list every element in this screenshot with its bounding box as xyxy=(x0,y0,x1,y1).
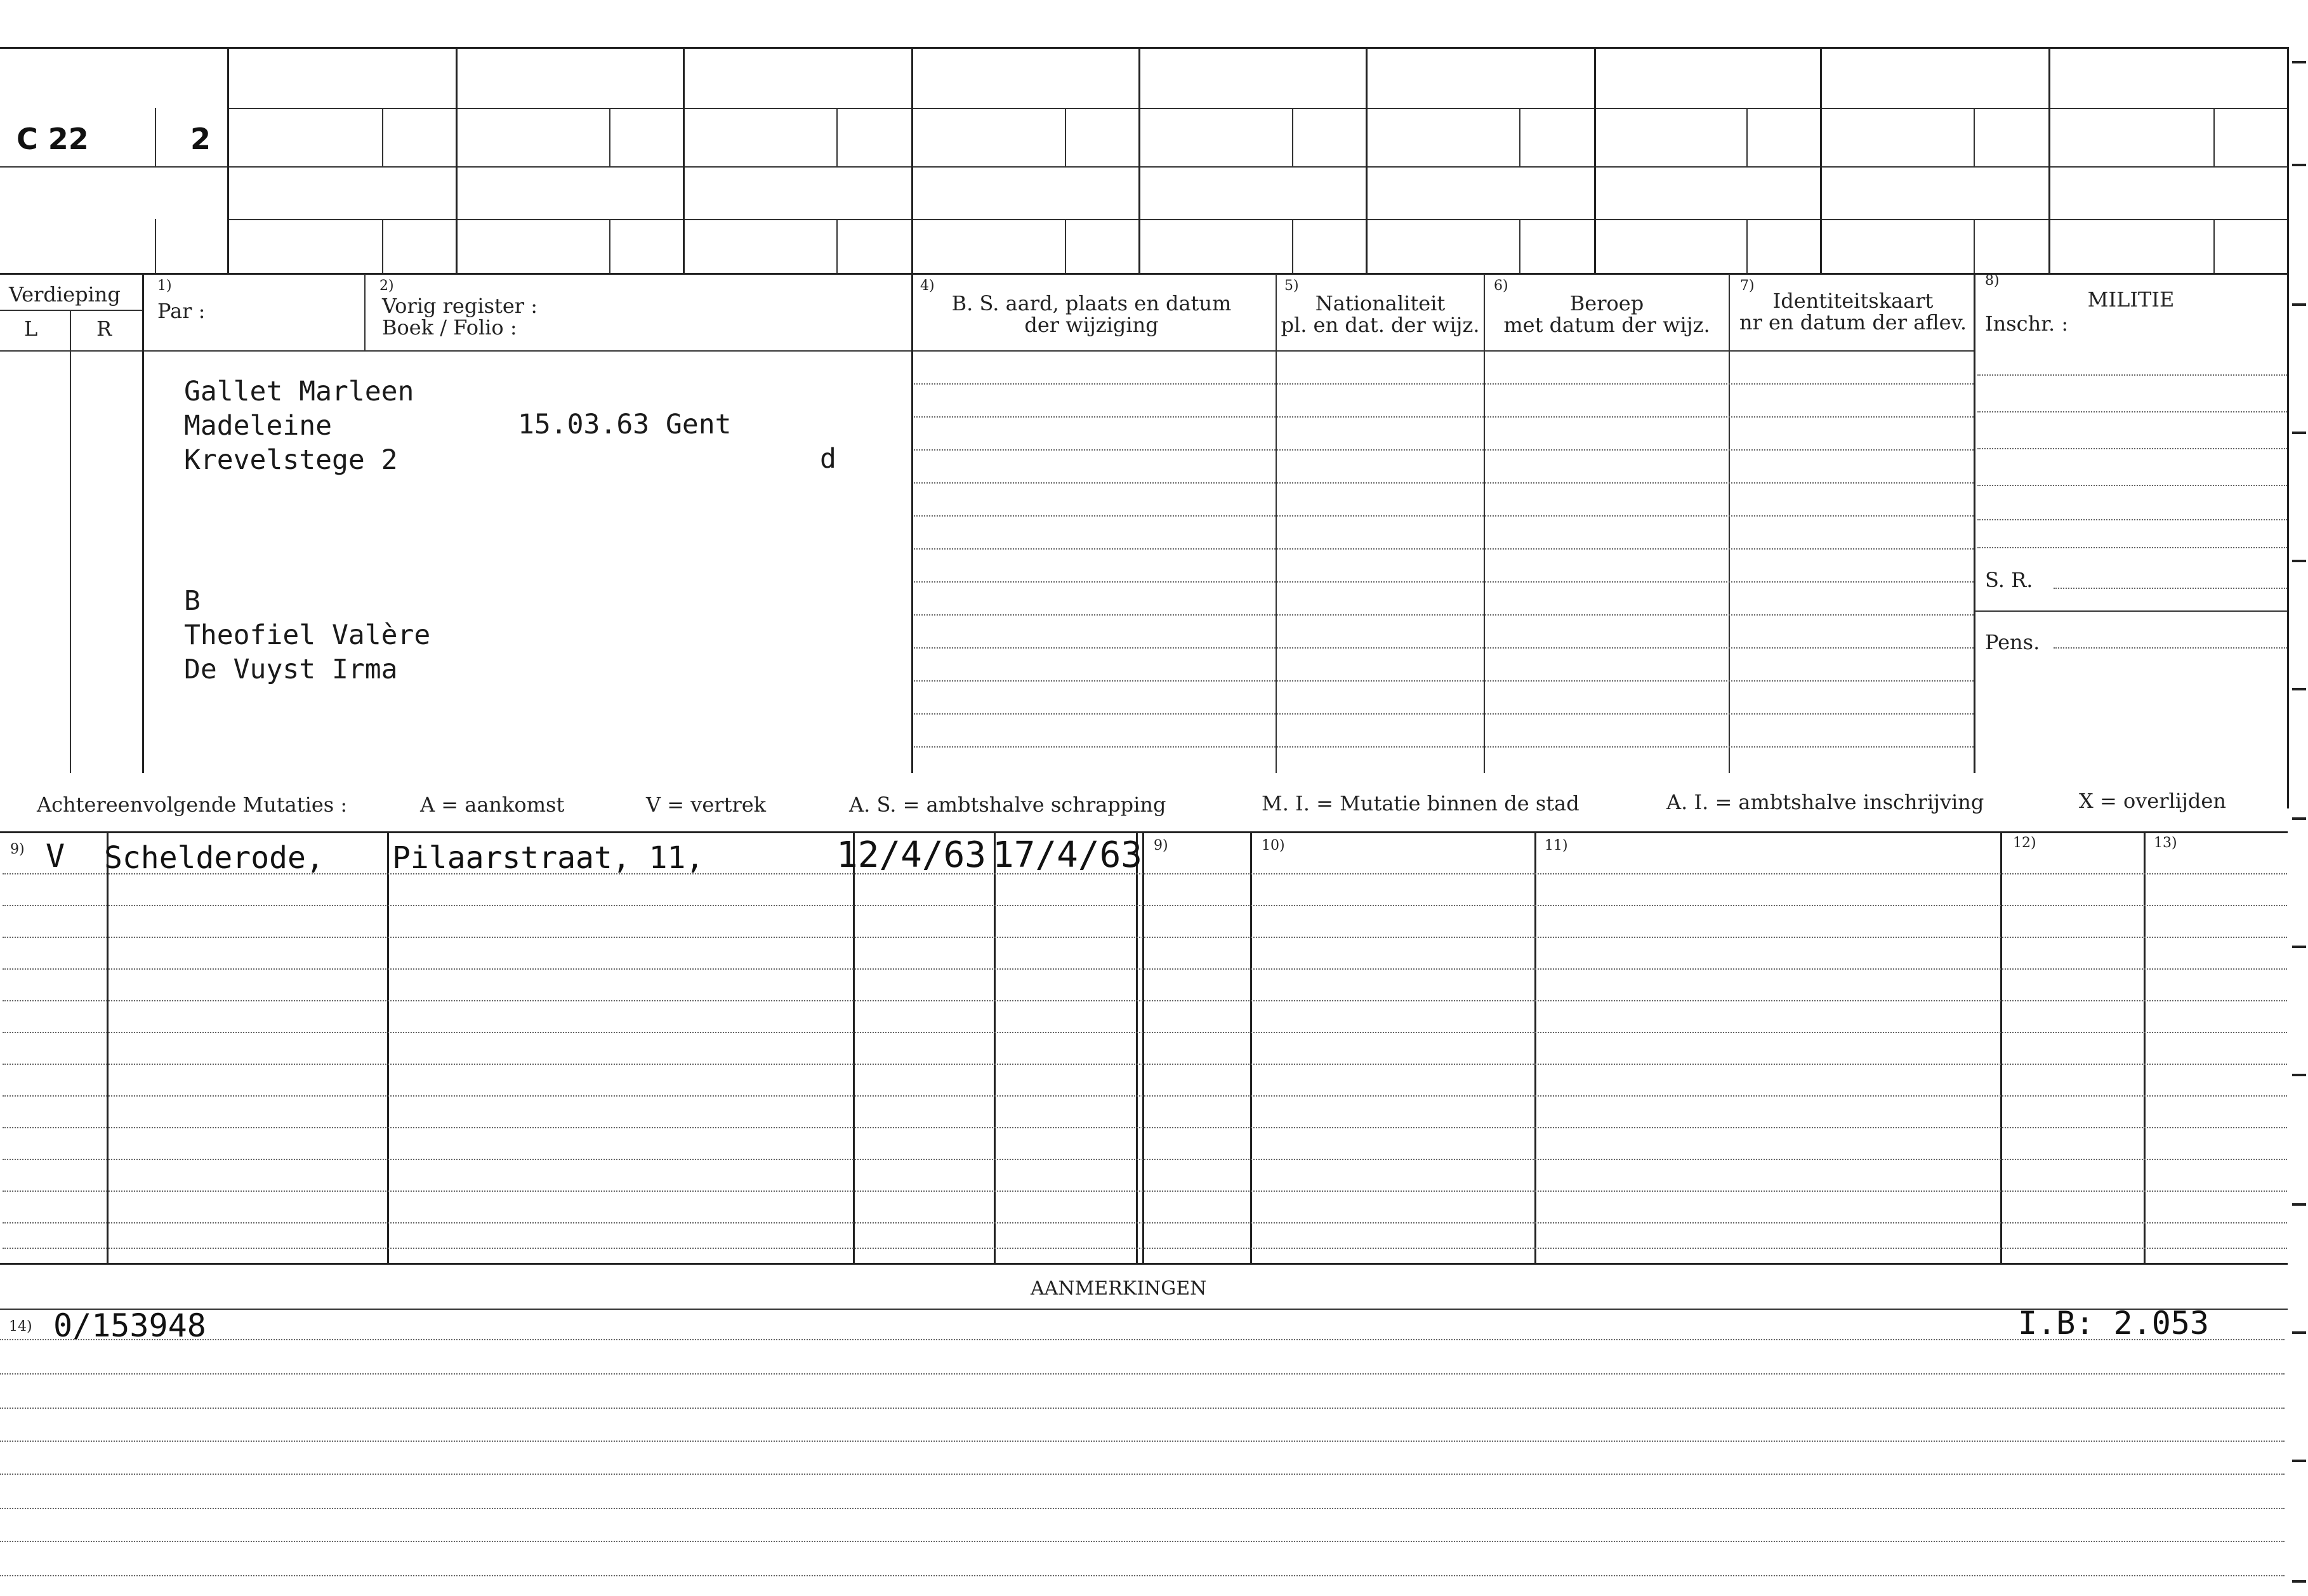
mutation-type: V xyxy=(46,838,65,874)
mut-col9-left: 9) xyxy=(10,841,25,857)
bs-aard-label: B. S. aard, plaats en datum xyxy=(951,291,1232,315)
remarks-ib: I.B: 2.053 xyxy=(2018,1305,2210,1342)
par-label: Par : xyxy=(157,299,206,323)
mutation-place: Schelderode, xyxy=(104,840,324,876)
mother-name: De Vuyst Irma xyxy=(184,654,398,685)
verdieping-label: Verdieping xyxy=(9,282,121,307)
remarks-reference: 0/153948 xyxy=(53,1307,206,1344)
floor-right-label: R xyxy=(96,317,112,341)
remarks-number: 14) xyxy=(9,1319,32,1335)
mut-col13-right: 13) xyxy=(2154,835,2177,851)
legend-departure: V = vertrek xyxy=(646,793,767,817)
pens-label: Pens. xyxy=(1985,630,2040,654)
sr-label: S. R. xyxy=(1985,568,2033,592)
vorig-register-label: Vorig register : xyxy=(382,294,538,318)
col2-number: 2) xyxy=(379,278,394,294)
identiteitskaart-sub-label: nr en datum der aflev. xyxy=(1739,310,1967,334)
legend-internal-mutation: M. I. = Mutatie binnen de stad xyxy=(1262,791,1579,815)
col8-number: 8) xyxy=(1985,273,2000,289)
register-number: 2 xyxy=(190,122,211,156)
col4-number: 4) xyxy=(920,278,935,294)
col5-number: 5) xyxy=(1284,278,1299,294)
person-name: Gallet Marleen xyxy=(184,376,414,407)
col6-number: 6) xyxy=(1494,278,1508,294)
legend-death: X = overlijden xyxy=(2079,789,2226,813)
nationaliteit-sub-label: pl. en dat. der wijz. xyxy=(1281,313,1480,337)
col7-number: 7) xyxy=(1740,278,1755,294)
mut-col10-right: 10) xyxy=(1262,838,1285,854)
nationaliteit-label: Nationaliteit xyxy=(1315,291,1446,315)
register-code: C 22 xyxy=(16,122,89,156)
birth-date-place: 15.03.63 Gent xyxy=(518,409,732,440)
col1-number: 1) xyxy=(157,278,172,294)
legend-title: Achtereenvolgende Mutaties : xyxy=(37,793,348,817)
person-second-name: Madeleine xyxy=(184,410,332,442)
legend-ambtshalve-schrapping: A. S. = ambtshalve schrapping xyxy=(849,793,1166,817)
person-letter: B xyxy=(184,585,201,617)
mutation-street: Pilaarstraat, 11, xyxy=(392,840,704,876)
father-name: Theofiel Valère xyxy=(184,619,431,651)
status-mark: d xyxy=(820,443,836,475)
mut-col12-right: 12) xyxy=(2013,835,2036,851)
inschr-label: Inschr. : xyxy=(1985,312,2069,336)
identiteitskaart-label: Identiteitskaart xyxy=(1772,289,1934,313)
beroep-sub-label: met datum der wijz. xyxy=(1503,313,1710,337)
legend-ambtshalve-inschrijving: A. I. = ambtshalve inschrijving xyxy=(1666,790,1984,814)
mut-col11-right: 11) xyxy=(1545,838,1568,854)
militie-label: MILITIE xyxy=(2087,287,2175,312)
remarks-title: AANMERKINGEN xyxy=(1031,1277,1207,1300)
beroep-label: Beroep xyxy=(1569,291,1644,315)
legend-arrival: A = aankomst xyxy=(420,793,565,817)
mut-col9-right: 9) xyxy=(1154,838,1168,854)
mutation-date2: 17/4/63 xyxy=(992,834,1143,876)
floor-left-label: L xyxy=(24,317,38,341)
boek-folio-label: Boek / Folio : xyxy=(382,315,517,340)
mutation-date1: 12/4/63 xyxy=(836,834,987,876)
bs-wijziging-label: der wijziging xyxy=(1024,313,1159,337)
person-address: Krevelstege 2 xyxy=(184,444,398,476)
